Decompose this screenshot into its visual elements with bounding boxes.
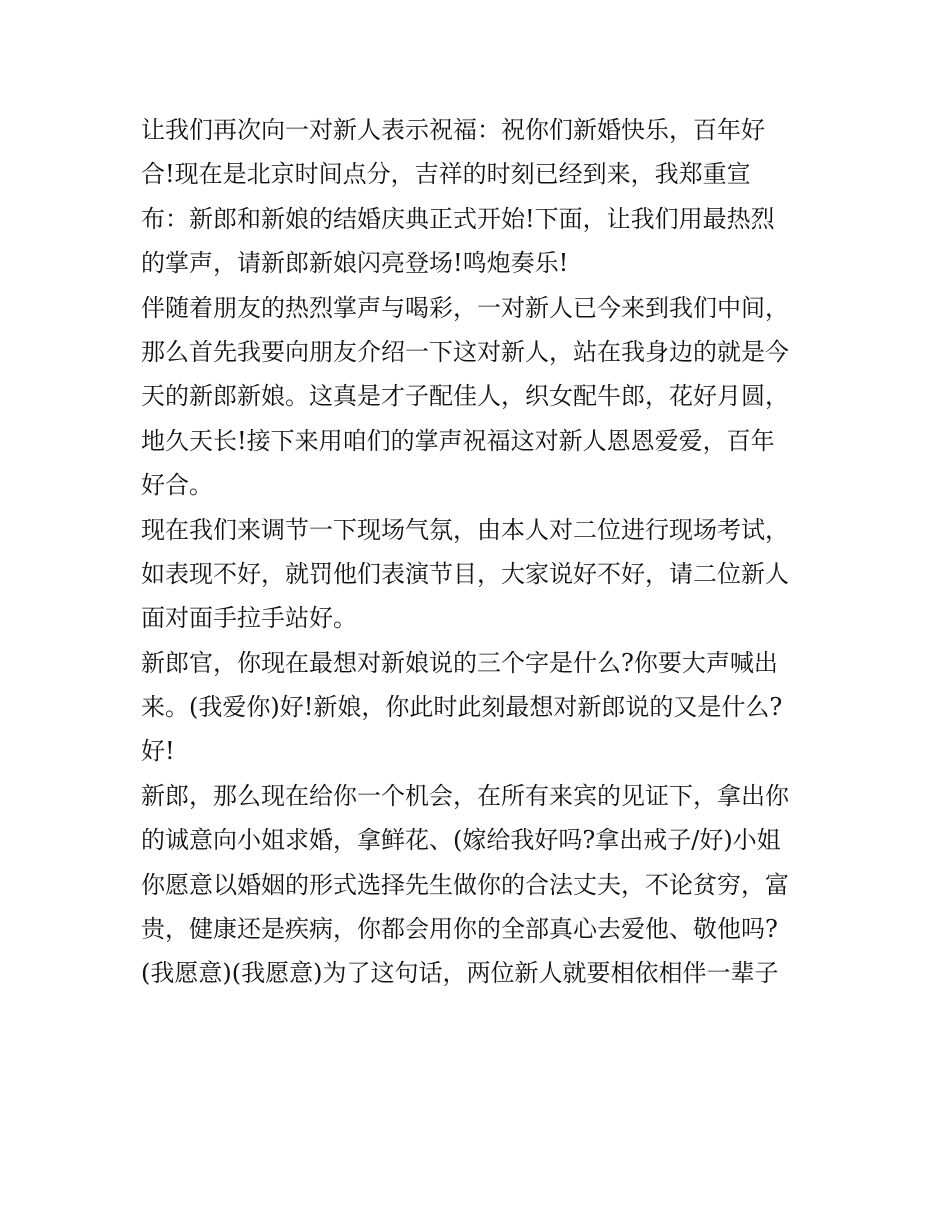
text-line: 好!: [141, 737, 175, 766]
text-line: 面对面手拉手站好。: [141, 604, 357, 633]
text-line: 合!现在是北京时间点分，吉祥的时刻已经到来，我郑重宣: [141, 160, 751, 189]
document-body: [141, 108, 831, 996]
text-line: 那么首先我要向朋友介绍一下这对新人，站在我身边的就是今: [141, 337, 789, 366]
text-line: 的掌声，请新郎新娘闪亮登场!鸣炮奏乐!: [141, 249, 569, 278]
text-line: 布：新郎和新娘的结婚庆典正式开始!下面，让我们用最热烈: [141, 204, 775, 233]
text-line: 你愿意以婚姻的形式选择先生做你的合法丈夫，不论贫穷，富: [141, 870, 789, 899]
text-line: 贵，健康还是疾病，你都会用你的全部真心去爱他、敬他吗?: [141, 915, 778, 944]
text-line: 现在我们来调节一下现场气氛，由本人对二位进行现场考试，: [141, 515, 789, 544]
text-line: 如表现不好，就罚他们表演节目，大家说好不好，请二位新人: [141, 559, 789, 588]
text-line: 来。(我爱你)好!新娘，你此时此刻最想对新郎说的又是什么?: [141, 693, 783, 722]
text-line: 的诚意向小姐求婚，拿鲜花、(嫁给我好吗?拿出戒子/好)小姐: [141, 826, 781, 855]
text-line: 天的新郎新娘。这真是才子配佳人，织女配牛郎，花好月圆，: [141, 382, 789, 411]
text-line: (我愿意)(我愿意)为了这句话，两位新人就要相依相伴一辈子: [141, 959, 779, 988]
text-line: 新郎官，你现在最想对新娘说的三个字是什么?你要大声喊出: [141, 648, 778, 677]
text-line: 地久天长!接下来用咱们的掌声祝福这对新人恩恩爱爱，百年: [141, 426, 775, 455]
text-line: 好合。: [141, 471, 213, 500]
text-line: 让我们再次向一对新人表示祝福：祝你们新婚快乐，百年好: [141, 116, 765, 144]
text-line: 新郎，那么现在给你一个机会，在所有来宾的见证下，拿出你: [141, 781, 789, 810]
text-line: 伴随着朋友的热烈掌声与喝彩，一对新人已今来到我们中间，: [141, 293, 789, 322]
